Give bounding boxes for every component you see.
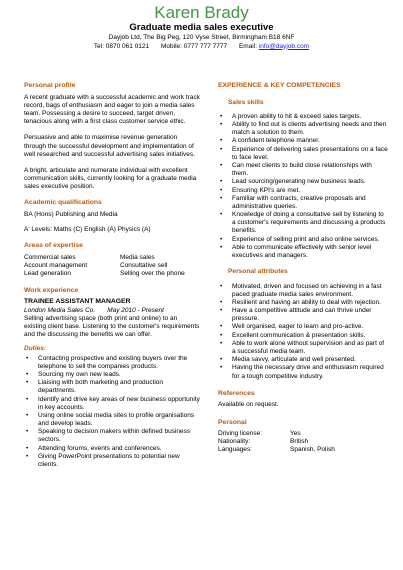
duty-item: • Attending forums, events and conferences. bbox=[24, 445, 200, 453]
left-column bbox=[24, 82, 200, 469]
sales-skill-item: • Knowledge of doing a consultative sell by listening to a customer's requirements and discussing a products benefits. bbox=[218, 211, 388, 236]
personal-key: Nationality: bbox=[218, 438, 251, 446]
company: London Media Sales Co. bbox=[24, 306, 96, 314]
profile-paragraph: A bright, articulate and numerate individual with excellent communication skills, currently looking for a graduate media sales executive position. bbox=[24, 166, 197, 191]
sales-skill-item: • Lead sourcing/generating new business leads. bbox=[218, 178, 388, 186]
duty-item: • Liaising with both marketing and production departments. bbox=[24, 379, 200, 395]
candidate-name: Karen Brady bbox=[154, 3, 249, 22]
personal-key: Languages: bbox=[218, 446, 252, 454]
personal-heading: Personal bbox=[218, 418, 247, 426]
personal-details bbox=[218, 430, 388, 455]
email-label: Email: bbox=[238, 42, 257, 50]
sales-skill-item: • Ensuring KPI's are met. bbox=[218, 187, 388, 195]
expertise-item: Selling over the phone bbox=[120, 270, 185, 278]
candidate-role: Graduate media sales executive bbox=[129, 22, 274, 33]
profile-heading: Personal profile bbox=[24, 82, 76, 89]
profile-paragraph: A recent graduate with a successful academic and work track record, bags of enthusiasm and eager to join a media sales team. Possessing a desire to succeed, target driven, tenacious along with a first class customer service ethic. bbox=[24, 93, 200, 126]
cv-header bbox=[0, 4, 403, 51]
personal-key: Driving license: bbox=[218, 430, 263, 438]
personal-value: British bbox=[290, 438, 309, 446]
personal-value: Spanish, Polish bbox=[290, 446, 335, 454]
duties-heading: Duties: bbox=[24, 345, 47, 353]
address-line: Dayjob Ltd, The Big Peg, 120 Vyse Street, Birmingham B18 6NF bbox=[108, 34, 295, 42]
degree: BA (Hons) Publishing and Media bbox=[24, 211, 118, 218]
references-heading: References bbox=[218, 389, 255, 397]
sales-skill-item: • Can meet clients to build close relationships with them. bbox=[218, 162, 388, 178]
duties-list bbox=[24, 355, 200, 470]
expertise-heading: Areas of expertise bbox=[24, 242, 83, 250]
sales-skills-list bbox=[218, 113, 388, 260]
telephone: Tel: 0870 061 0121 bbox=[93, 42, 150, 50]
duty-item: • Identify and drive key areas of new business opportunity in key accounts. bbox=[24, 396, 200, 412]
attribute-item: • Well organised, eager to learn and pro-active. bbox=[218, 323, 388, 331]
attributes-list bbox=[218, 283, 388, 381]
sales-skill-item: • A proven ability to hit & exceed sales targets. bbox=[218, 113, 388, 121]
attribute-item: • Media savvy, articulate and well presented. bbox=[218, 356, 388, 364]
attribute-item: • Excellent communication & presentation skills. bbox=[218, 332, 388, 340]
a-levels: A' Levels: Maths (C) English (A) Physics (A) bbox=[24, 226, 151, 234]
duty-item: • Using online social media sites to profile organisations and develop leads. bbox=[24, 412, 200, 428]
profile-paragraph: Persuasive and able to maximise revenue generation through the successful development and implementation of well researched and successful advertising sales initiatives. bbox=[24, 134, 195, 158]
sales-skills-heading: Sales skills bbox=[228, 98, 264, 106]
sales-skill-item: • Ability to find out is clients advertising needs and then match a solution to them. bbox=[218, 121, 388, 137]
sales-skill-item: • Familiar with contracts, creative proposals and administrative queries. bbox=[218, 195, 388, 211]
sales-skill-item: • Experience of delivering sales presentations on a face to face level. bbox=[218, 146, 388, 162]
expertise-grid bbox=[24, 254, 200, 279]
attributes-heading: Personal attributes bbox=[228, 268, 288, 276]
personal-value: Yes bbox=[290, 430, 301, 438]
mobile: Mobile: 0777 777 7777 bbox=[160, 42, 228, 50]
contact-line bbox=[0, 43, 403, 51]
references-text: Available on request. bbox=[218, 401, 279, 409]
sales-skill-item: • A confident telephone manner. bbox=[218, 137, 388, 145]
academic-heading: Academic qualifications bbox=[24, 199, 102, 207]
job-meta bbox=[24, 307, 200, 315]
job-summary: Selling advertising space (both print and online) to an existing client base. Listening to the customer's requirements and the discussing the benefits we can offer. bbox=[24, 314, 200, 339]
duty-item: • Speaking to decision makers within defined business sectors. bbox=[24, 428, 200, 444]
sales-skill-item: • Able to communicate effectively with senior level executives and managers. bbox=[218, 244, 388, 260]
expertise-item: Consultative sell bbox=[120, 262, 168, 270]
attribute-item: • Have a competitive attitude and can thrive under pressure. bbox=[218, 307, 388, 323]
expertise-item: Account management bbox=[24, 262, 88, 270]
sales-skill-item: • Experience of selling print and also online services. bbox=[218, 236, 388, 244]
attribute-item: • Able to work alone without supervision and as part of a successful media team. bbox=[218, 340, 388, 356]
competencies-heading: EXPERIENCE & KEY COMPETENCIES bbox=[218, 82, 341, 89]
job-dates: May 2010 - Present bbox=[107, 306, 164, 314]
right-column bbox=[218, 82, 388, 455]
expertise-item: Commercial sales bbox=[24, 253, 76, 261]
expertise-item: Lead generation bbox=[24, 270, 71, 278]
attribute-item: • Having the necessary drive and enthusiasm required for a tough competitive industry. bbox=[218, 364, 388, 380]
attribute-item: • Motivated, driven and focused on achieving in a fast paced graduate media sales environment. bbox=[218, 283, 388, 299]
duty-item: • Sourcing my own new leads. bbox=[24, 371, 200, 379]
attribute-item: • Resilient and having an ability to deal with rejection. bbox=[218, 299, 388, 307]
expertise-item: Media sales bbox=[120, 253, 155, 261]
job-title: TRAINEE ASSISTANT MANAGER bbox=[24, 298, 131, 306]
duty-item: • Giving PowerPoint presentations to potential new clients. bbox=[24, 453, 200, 469]
duty-item: • Contacting prospective and existing buyers over the telephone to sell the companies products. bbox=[24, 355, 200, 371]
email-link[interactable]: info@dayjob.com bbox=[258, 42, 310, 50]
work-heading: Work experience bbox=[24, 286, 79, 294]
